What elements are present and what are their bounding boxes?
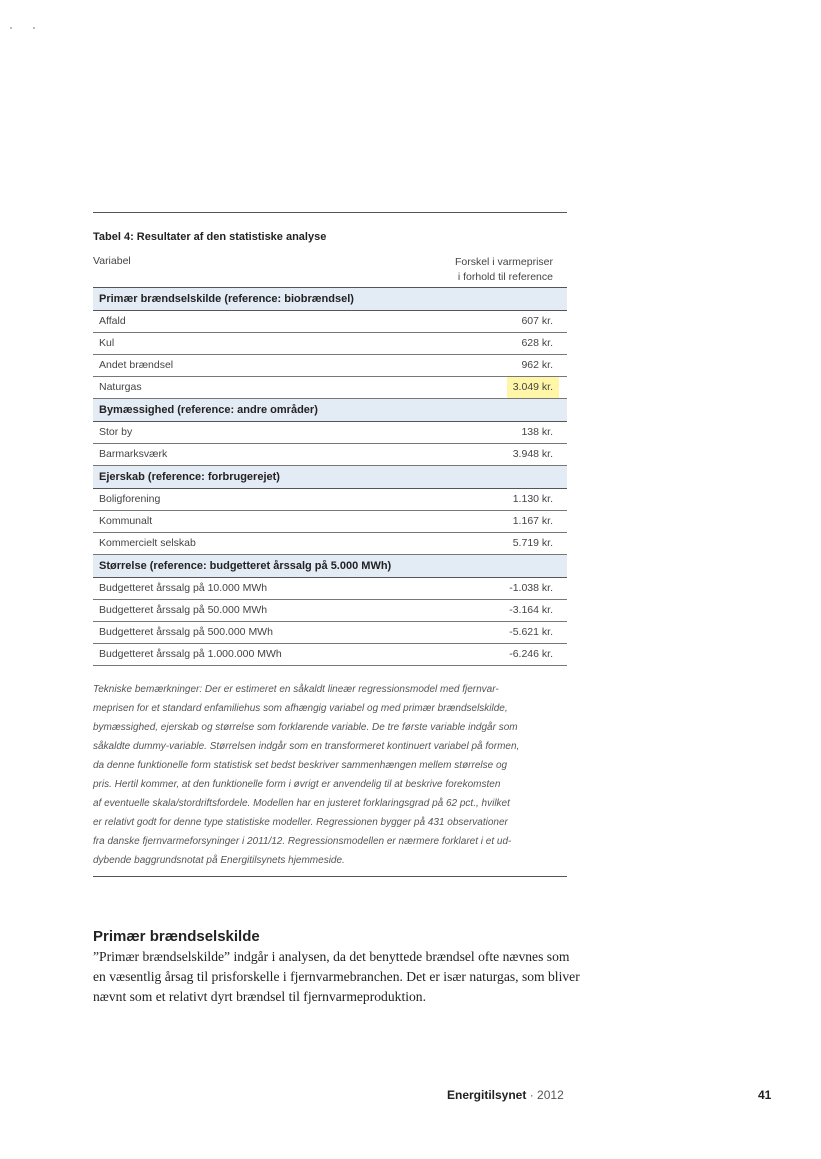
scan-speck (10, 27, 12, 29)
row-value: 138 kr. (521, 426, 553, 438)
row-value: 1.167 kr. (512, 515, 553, 527)
page-number: 41 (758, 1088, 772, 1102)
notes-line: fra danske fjernvarmeforsyninger i 2011/12. Regressionsmodellen er nærmere forklaret i et ud- (93, 836, 512, 847)
table-row (93, 422, 567, 444)
row-value: -5.621 kr. (509, 626, 553, 638)
row-label: Kul (99, 337, 115, 349)
row-label: Budgetteret årssalg på 1.000.000 MWh (99, 648, 282, 660)
technical-notes (93, 680, 567, 870)
notes-line: da denne funktionelle form statistisk set bedst beskriver sammenhængen mellem størrelse og (93, 760, 508, 771)
table-row (93, 578, 567, 600)
table-section-heading: Bymæssighed (reference: andre områder) (93, 399, 567, 422)
table-row (93, 533, 567, 555)
notes-bottom-rule (93, 876, 567, 877)
row-label: Naturgas (99, 381, 142, 393)
notes-line: dybende baggrundsnotat på Energitilsynets hjemmeside. (93, 855, 345, 866)
row-label: Budgetteret årssalg på 50.000 MWh (99, 604, 268, 616)
notes-line: er relativt godt for denne type statistiske modeller. Regressionen bygger på 431 observationer (93, 817, 508, 828)
table-row (93, 377, 567, 399)
table-row (93, 511, 567, 533)
row-label: Kommercielt selskab (99, 537, 196, 549)
notes-line: pris. Hertil kommer, at den funktionelle form i øvrigt er anvendelig til at beskrive forekomsten (93, 779, 501, 790)
row-label: Affald (99, 315, 126, 327)
section-heading: Primær brændselskilde (93, 928, 260, 945)
footer-separator: · (529, 1088, 534, 1102)
table-header (93, 255, 567, 285)
column-header-difference-line1: Forskel i varmepriser (454, 256, 553, 268)
table-row (93, 355, 567, 377)
row-value: -3.164 kr. (509, 604, 553, 616)
row-label: Budgetteret årssalg på 500.000 MWh (99, 626, 273, 638)
table-row (93, 622, 567, 644)
table-body (93, 288, 567, 666)
column-header-variable: Variabel (93, 255, 131, 267)
table-top-rule (93, 212, 567, 213)
column-header-difference-line2: i forhold til reference (457, 271, 553, 283)
row-value: -1.038 kr. (509, 582, 553, 594)
row-value: 3.948 kr. (512, 448, 553, 460)
table-section-heading: Størrelse (reference: budgetteret årssalg på 5.000 MWh) (93, 555, 567, 578)
footer-brand (447, 1088, 564, 1102)
row-value: 3.049 kr. (507, 377, 559, 398)
table-row (93, 644, 567, 666)
row-label: Budgetteret årssalg på 10.000 MWh (99, 582, 268, 594)
footer-year: 2012 (537, 1088, 564, 1102)
table-row (93, 444, 567, 466)
column-header-difference (455, 255, 553, 285)
table-title: Tabel 4: Resultater af den statistiske analyse (93, 231, 327, 243)
table-row (93, 600, 567, 622)
results-table (93, 212, 567, 877)
row-value: -6.246 kr. (509, 648, 553, 660)
scan-speck (33, 27, 35, 29)
row-label: Kommunalt (99, 515, 153, 527)
notes-line: Tekniske bemærkninger: Der er estimeret en såkaldt lineær regressionsmodel med fjernvar- (93, 684, 499, 695)
row-value: 5.719 kr. (512, 537, 553, 549)
section-body: ”Primær brændselskilde” indgår i analysen, da det benyttede brændsel ofte nævnes som en væsentlig årsag til prisforskelle i fjernvarmebranchen. Det er især naturgas, som bliver nævnt som et relativt dyrt brændsel til fjernvarmeproduktion. (93, 949, 580, 1004)
row-value: 607 kr. (521, 315, 553, 327)
table-section-heading: Ejerskab (reference: forbrugerejet) (93, 466, 567, 489)
table-section-heading: Primær brændselskilde (reference: biobrændsel) (93, 288, 567, 311)
row-value: 962 kr. (521, 359, 553, 371)
row-label: Andet brændsel (99, 359, 174, 371)
row-value: 1.130 kr. (512, 493, 553, 505)
row-label: Boligforening (99, 493, 161, 505)
table-row (93, 311, 567, 333)
text-section (93, 928, 583, 1007)
notes-line: bymæssighed, ejerskab og størrelse som forklarende variable. De tre første variable indgår som (93, 722, 518, 733)
table-row (93, 333, 567, 355)
row-label: Barmarksværk (99, 448, 168, 460)
notes-line: såkaldte dummy-variable. Størrelsen indgår som en transformeret kontinuert variabel på formen, (93, 741, 520, 752)
row-label: Stor by (99, 426, 133, 438)
notes-line: meprisen for et standard enfamiliehus som afhængig variabel og med primær brændselskilde, (93, 703, 508, 714)
row-value: 628 kr. (521, 337, 553, 349)
notes-line: af eventuelle skala/stordriftsfordele. Modellen har en justeret forklaringsgrad på 62 pct., hvilket (93, 798, 510, 809)
table-row (93, 489, 567, 511)
footer-brand-name: Energitilsynet (447, 1088, 527, 1102)
